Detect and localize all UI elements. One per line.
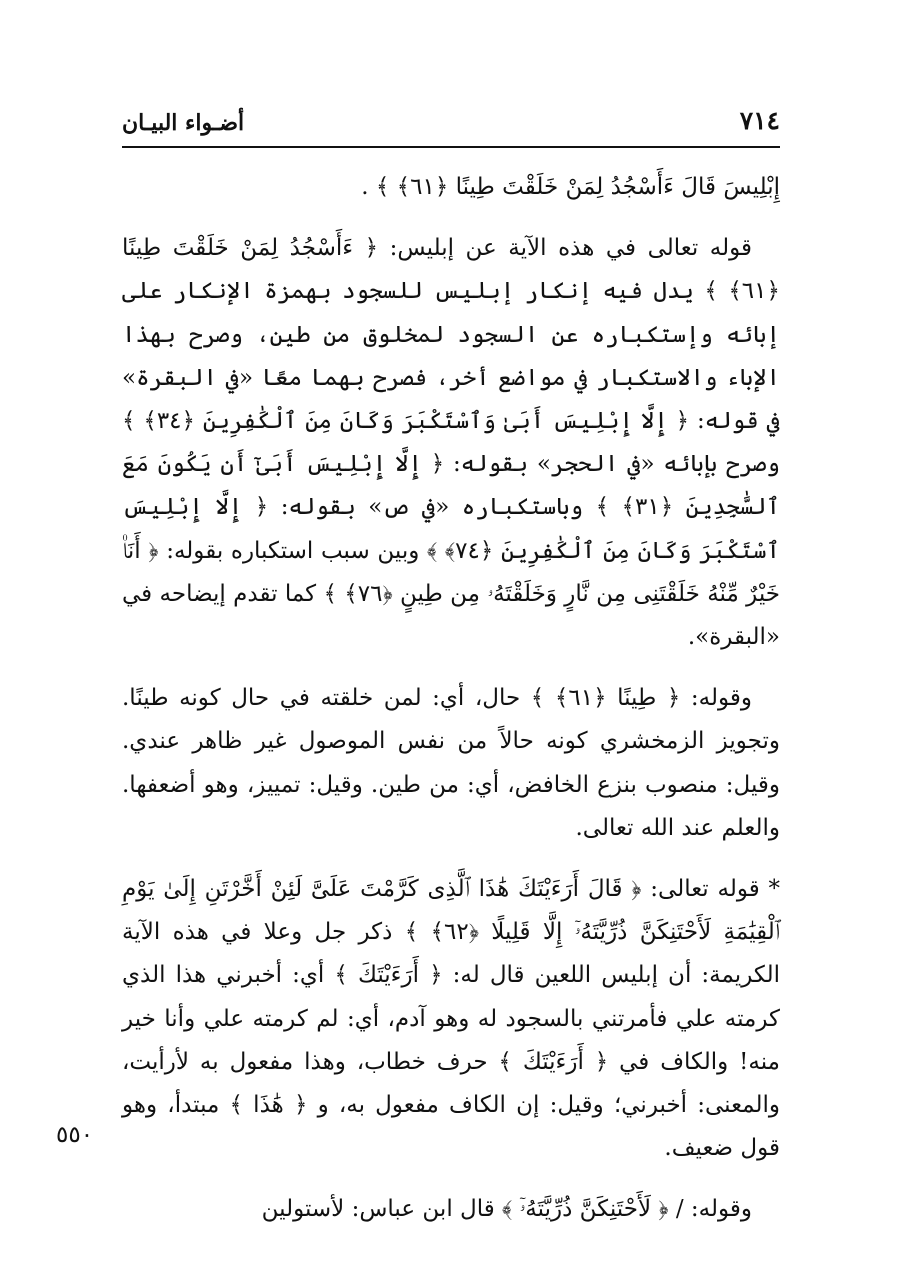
paragraph-ihtinak: وقوله: / ﴿ لَأَحْتَنِكَنَّ ذُرِّيَّتَهُۥٓ ﴾ قال ابن عباس: لأستولين <box>261 1196 752 1223</box>
page-header <box>122 104 780 148</box>
body-text <box>122 166 780 1250</box>
paragraph-tinan-grammar: وقوله: ﴿ طِينًا ﴿٦١﴾ ﴾ حال، أي: لمن خلقته في حال كونه طينًا. وتجويز الزمخشري كونه حالاً من نفس الموصول غير ظاهر عندي. وقيل: منصوب بنزع الخافض، أي: من طين. وقيل: تمييز، وهو أضعفها. والعلم عند الله تعالى. <box>122 685 780 841</box>
running-title: أضـواء البيـان <box>122 110 245 136</box>
paragraph-verse-continuation: إِبْلِيسَ قَالَ ءَأَسْجُدُ لِمَنْ خَلَقْتَ طِينًا ﴿٦١﴾ ﴾ . <box>361 174 780 200</box>
margin-page-number: ٥٥٠ <box>56 1122 94 1148</box>
page-number: ٧١٤ <box>739 106 780 135</box>
paragraph-iblis-refusal: قوله تعالى في هذه الآية عن إبليس: ﴿ ءَأَسْجُدُ لِمَنْ خَلَقْتَ طِينًا ﴿٦١﴾ ﴾ يدل فيه إنكار إبليس للسجود بهمزة الإنكار على إبائه وإستكباره عن السجود لمخلوق من طين، وصرح بهذا الإباء والاستكبار في مواضع أخر، فصرح بهما معًا «في البقرة» في قوله: ﴿ إِلَّا إِبْلِيسَ أَبَىٰ وَٱسْتَكْبَرَ وَكَانَ مِنَ ٱلْكَٰفِرِينَ ﴿٣٤﴾ ﴾ وصرح بإبائه «في الحجر» بقوله: ﴿ إِلَّا إِبْلِيسَ أَبَىٰٓ أَن يَكُونَ مَعَ ٱلسَّٰجِدِينَ ﴿٣١﴾ ﴾ وباستكباره «في ص» بقوله: ﴿ إِلَّا إِبْلِيسَ ٱسْتَكْبَرَ وَكَانَ مِنَ ٱلْكَٰفِرِينَ ﴿٧٤﴾ ﴾ وبين سبب استكباره بقوله: ﴿ أَنَا۠ خَيْرٌ مِّنْهُ خَلَقْتَنِى مِن نَّارٍ وَخَلَقْتَهُۥ مِن طِينٍ ﴿٧٦﴾ ﴾ كما تقدم إيضاحه في «البقرة». <box>122 235 781 651</box>
paragraph-verse-62: * قوله تعالى: ﴿ قَالَ أَرَءَيْتَكَ هَٰذَا ٱلَّذِى كَرَّمْتَ عَلَىَّ لَئِنْ أَخَّرْتَنِ إِلَىٰ يَوْمِ ٱلْقِيَٰمَةِ لَأَحْتَنِكَنَّ ذُرِّيَّتَهُۥٓ إِلَّا قَلِيلًا ﴿٦٢﴾ ﴾ ذكر جل وعلا في هذه الآية الكريمة: أن إبليس اللعين قال له: ﴿ أَرَءَيْتَكَ ﴾ أي: أخبرني هذا الذي كرمته علي فأمرتني بالسجود له وهو آدم، أي: لم كرمته علي وأنا خير منه! والكاف في ﴿ أَرَءَيْتَكَ ﴾ حرف خطاب، وهذا مفعول به لأرأيت، والمعنى: أخبرني؛ وقيل: إن الكاف مفعول به، و ﴿ هَٰذَا ﴾ مبتدأ، وهو قول ضعيف. <box>122 876 780 1162</box>
